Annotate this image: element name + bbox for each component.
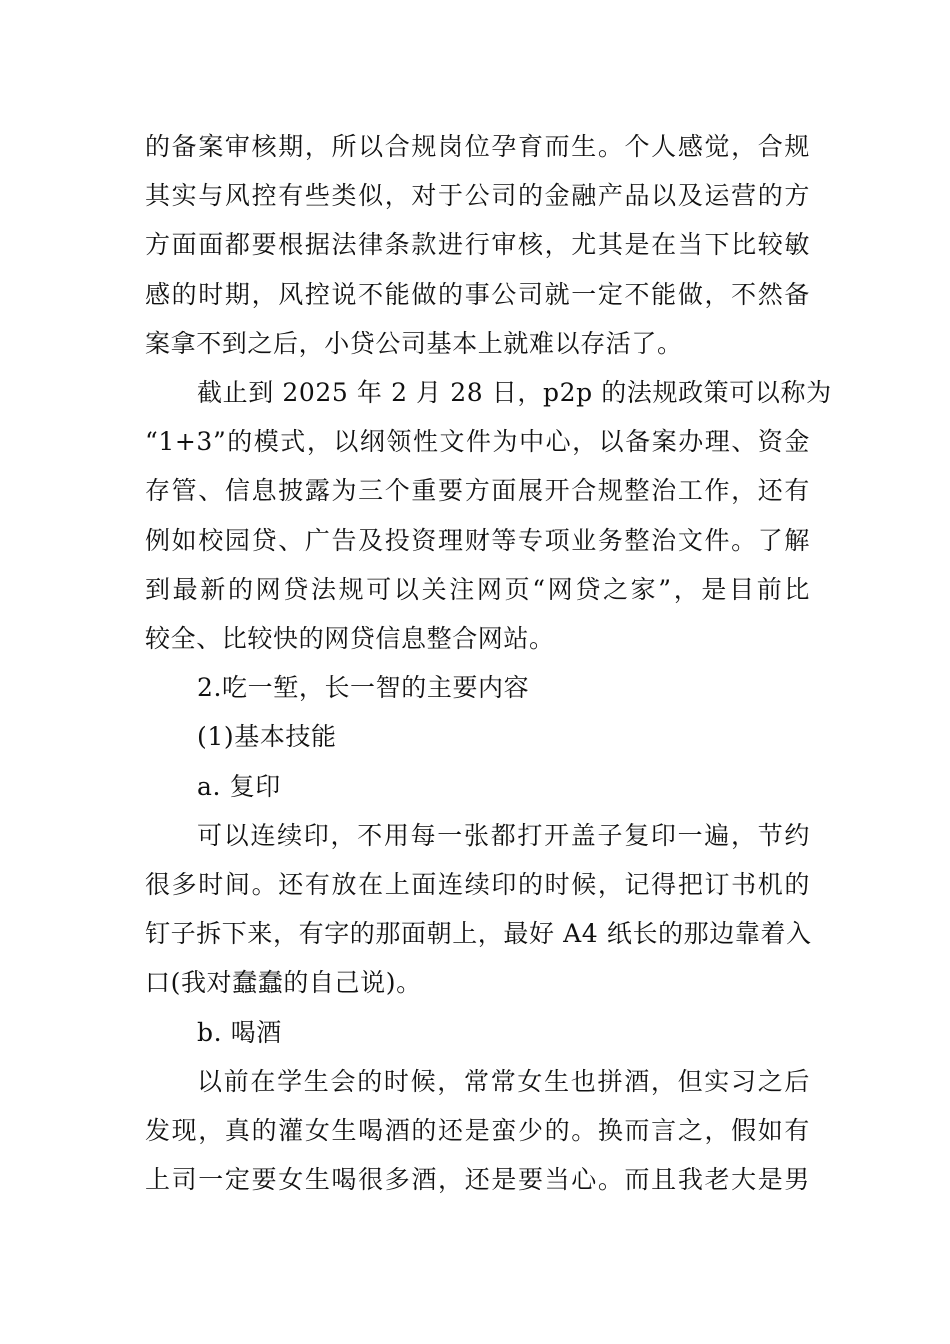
text-line: 上司一定要女生喝很多酒，还是要当心。而且我老大是男: [145, 1165, 810, 1195]
text-line: 感的时期，风控说不能做的事公司就一定不能做，不然备: [145, 279, 810, 309]
text-line: 以前在学生会的时候，常常女生也拼酒，但实习之后: [197, 1066, 810, 1096]
text-line: 钉子拆下来，有字的那面朝上，最好 A4 纸长的那边靠着入: [145, 919, 812, 949]
text-line: 很多时间。还有放在上面连续印的时候，记得把订书机的: [145, 870, 810, 900]
text-line: 案拿不到之后，小贷公司基本上就难以存活了。: [145, 328, 683, 358]
item-b-heading: b. 喝酒: [197, 1017, 282, 1047]
text-line: 方面面都要根据法律条款进行审核，尤其是在当下比较敏: [145, 230, 810, 260]
text-line: 到最新的网贷法规可以关注网页“网贷之家”，是目前比: [145, 574, 810, 604]
text-line: 例如校园贷、广告及投资理财等专项业务整治文件。了解: [145, 525, 810, 555]
text-line: 其实与风控有些类似，对于公司的金融产品以及运营的方: [145, 181, 810, 211]
text-line: “1+3”的模式，以纲领性文件为中心，以备案办理、资金: [145, 427, 810, 457]
text-line: 可以连续印，不用每一张都打开盖子复印一遍，节约: [197, 820, 810, 850]
text-line: 发现，真的灌女生喝酒的还是蛮少的。换而言之，假如有: [145, 1116, 810, 1146]
paragraph-compliance: [145, 122, 810, 368]
document-body: [145, 122, 832, 1204]
item-a-heading: a. 复印: [197, 771, 281, 801]
subsection-heading: (1)基本技能: [197, 722, 337, 752]
paragraph-photocopy: [145, 811, 810, 1008]
paragraph-drinking: [145, 1057, 810, 1205]
text-line: 的备案审核期，所以合规岗位孕育而生。个人感觉，合规: [145, 132, 810, 161]
paragraph-regulations: [145, 368, 832, 663]
text-line: 较全、比较快的网贷信息整合网站。: [145, 624, 555, 654]
text-line: 存管、信息披露为三个重要方面展开合规整治工作，还有: [145, 476, 810, 506]
section-heading: 2.吃一堑，长一智的主要内容: [197, 673, 530, 703]
text-line: 截止到 2025 年 2 月 28 日，p2p 的法规政策可以称为: [197, 378, 832, 408]
text-line: 口(我对蠢蠢的自己说)。: [145, 968, 422, 998]
